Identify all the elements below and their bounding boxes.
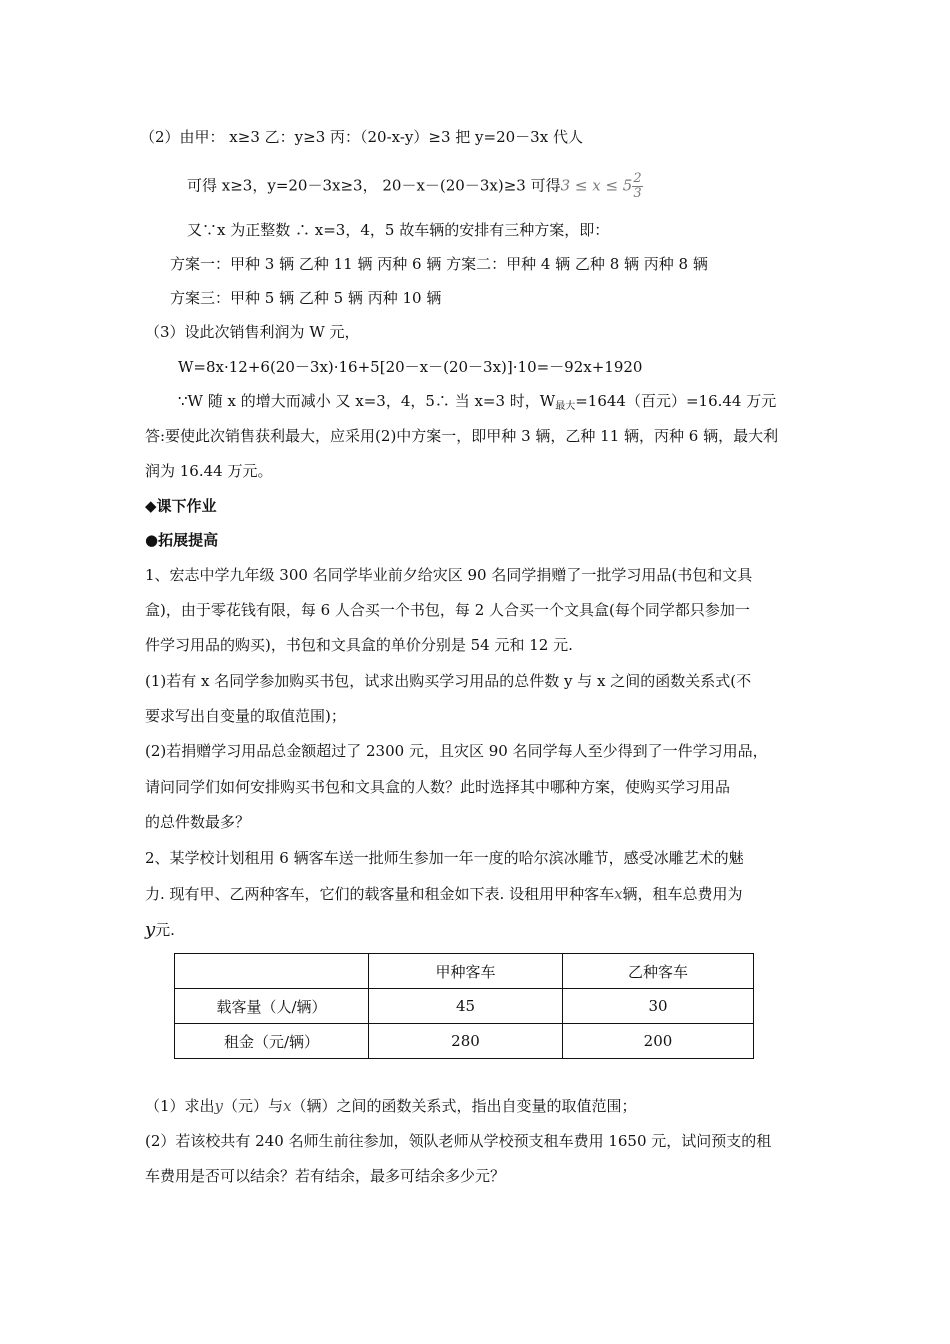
p2-plan-1-2: 方案一：甲种 3 辆 乙种 11 辆 丙种 6 辆 方案二：甲种 4 辆 乙种 8 辆 丙种 8 辆	[170, 255, 708, 273]
p2-plan-3: 方案三：甲种 5 辆 乙种 5 辆 丙种 10 辆	[170, 289, 442, 307]
table-header-cell	[175, 954, 369, 989]
q2-sub1-text: （1）求出	[145, 1097, 215, 1115]
p2-line2-text: 可得 x≥3，y=20－3x≥3， 20－x－(20－3x)≥3 可得	[187, 176, 561, 195]
p3-answer-line1: 答:要使此次销售获利最大，应采用(2)中方案一，即甲种 3 辆，乙种 11 辆，丙种 6 辆，最大利	[145, 427, 779, 445]
q2-line2-text: 力. 现有甲、乙两种客车，它们的载客量和租金如下表. 设租用甲种客车	[145, 885, 615, 903]
p3-subscript: 最大	[555, 401, 576, 412]
fraction-numerator: 2	[633, 171, 642, 186]
q2-sub1-text-end: （辆）之间的函数关系式，指出自变量的取值范围；	[291, 1097, 637, 1115]
p3-answer-line2: 润为 16.44 万元。	[145, 462, 273, 480]
q1-line3: 件学习用品的购买)，书包和文具盒的单价分别是 54 元和 12 元.	[145, 636, 573, 654]
q2-line3-text: 元.	[155, 921, 175, 939]
q2-line3	[145, 920, 175, 940]
q2-var-y: y	[145, 919, 156, 940]
q1-line2: 盒)，由于零花钱有限，每 6 人合买一个书包，每 2 人合买一个文具盒(每个同学都只参加一	[145, 601, 750, 619]
q1-line8: 的总件数最多？	[145, 813, 251, 831]
p2-line2	[187, 172, 643, 201]
q1-line7: 请问同学们如何安排购买书包和文具盒的人数？此时选择其中哪种方案，使购买学习用品	[145, 778, 731, 796]
p2-line1: （2）由甲： x≥3 乙：y≥3 丙：（20-x-y）≥3 把 y=20－3x 代人	[140, 128, 583, 146]
table-header-row	[175, 954, 754, 989]
heading-extend: ●拓展提高	[145, 531, 219, 549]
q2-line2	[145, 884, 743, 904]
table-header-cell: 乙种客车	[563, 954, 754, 989]
q2-sub1-text-mid: （元）与	[223, 1097, 284, 1115]
table-header-cell: 甲种客车	[369, 954, 563, 989]
q1-line5: 要求写出自变量的取值范围)；	[145, 707, 346, 725]
q2-sub2-line2: 车费用是否可以结余？若有结余，最多可结余多少元？	[145, 1167, 506, 1185]
q2-sub1-var-y: y	[214, 1097, 224, 1115]
p3-line3-text: ∵W 随 x 的增大而减小 又 x=3，4，5∴ 当 x=3 时，W	[178, 392, 556, 410]
inequality-expr: 3 ≤ x ≤ 5	[560, 176, 633, 195]
table-cell: 租金（元/辆）	[175, 1024, 369, 1059]
q2-line1: 2、某学校计划租用 6 辆客车送一批师生参加一年一度的哈尔滨冰雕节，感受冰雕艺术的魅	[145, 849, 744, 867]
table-row	[175, 989, 754, 1024]
p3-formula: W=8x·12+6(20－3x)·16+5[20－x－(20－3x)]·10=－92x+1920	[178, 358, 643, 376]
fraction-denominator: 3	[633, 186, 642, 201]
q1-line4: (1)若有 x 名同学参加购买书包，试求出购买学习用品的总件数 y 与 x 之间的函数关系式(不	[145, 672, 752, 690]
q2-sub2-line1: (2）若该校共有 240 名师生前往参加，领队老师从学校预支租车费用 1650 元，试问预支的租	[145, 1132, 772, 1150]
q2-var-x: x	[614, 885, 623, 903]
q1-line1: 1、宏志中学九年级 300 名同学毕业前夕给灾区 90 名同学捐赠了一批学习用品(书包和文具	[145, 566, 753, 584]
heading-homework: ◆课下作业	[145, 497, 217, 515]
p2-line3: 又∵x 为正整数 ∴ x=3，4，5 故车辆的安排有三种方案，即：	[187, 221, 610, 239]
table-cell: 280	[369, 1024, 563, 1059]
q2-sub1-var-x: x	[283, 1097, 292, 1115]
table-cell: 200	[563, 1024, 754, 1059]
table-cell: 载客量（人/辆）	[175, 989, 369, 1024]
p3-line3-result: =1644（百元）=16.44 万元	[575, 392, 777, 410]
table-row	[175, 1024, 754, 1059]
fraction-two-thirds	[632, 172, 642, 201]
q2-sub1	[145, 1096, 637, 1116]
bus-rental-table	[174, 953, 754, 1059]
p3-line1: （3）设此次销售利润为 W 元，	[145, 323, 360, 341]
q1-line6: (2)若捐赠学习用品总金额超过了 2300 元，且灾区 90 名同学每人至少得到了一件学习用品，	[145, 742, 768, 760]
q2-line2-text-end: 辆，租车总费用为	[622, 885, 743, 903]
table-cell: 45	[369, 989, 563, 1024]
p3-line3	[178, 391, 776, 417]
table-cell: 30	[563, 989, 754, 1024]
